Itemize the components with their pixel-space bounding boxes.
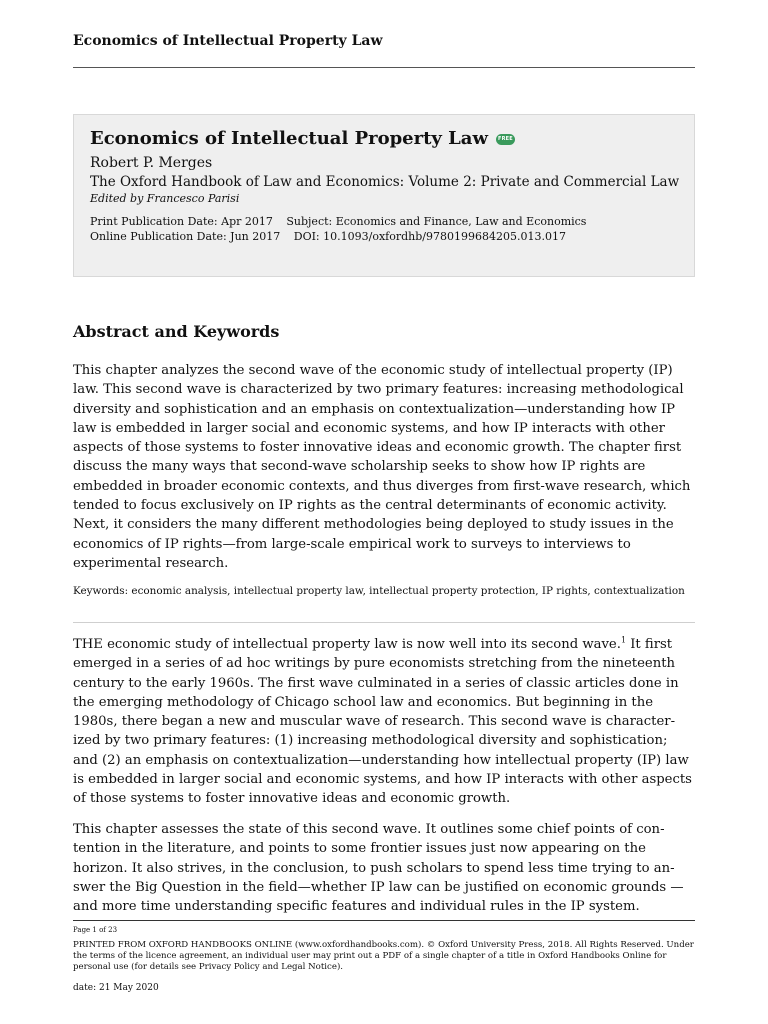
chapter-title-row: [90, 127, 678, 151]
body-paragraph-1-start: THE economic study of intellectual property law is now well into its second wave.: [73, 637, 621, 652]
abstract-heading: Abstract and Keywords: [73, 322, 280, 341]
body-paragraph-1-rest: It first emerged in a series of ad hoc writings by pure economists stretching from the nineteenth century to the early 1960s. The first wave culminated in a series of classic articles done in the emerging methodology of Chicago school law and economics. But beginning in the 1980s, there began a new and muscular wave of research. This second wave is characterized by two primary features: (1) increasing methodological diversity and sophistication; and (2) an emphasis on contextualization—understanding how intellectual property (IP) law is embedded in larger social and economic systems, and how IP interacts with other aspects of those systems to foster innovative ideas and economic growth.: [73, 637, 692, 807]
online-date-label: Online Publication Date:: [90, 230, 227, 243]
doi-label: DOI:: [293, 230, 320, 243]
print-date: Apr 2017: [221, 215, 273, 228]
subject: Economics and Finance, Law and Economics: [335, 215, 587, 228]
keywords-list: economic analysis, intellectual property law, intellectual property protection, IP rights, contextualization: [131, 585, 685, 597]
publication-metadata: [90, 214, 678, 244]
abstract-text: This chapter analyzes the second wave of the economic study of intellectual property (IP) law. This second wave is characterized by two primary features: increasing methodological diversity and sophistication and an emphasis on contextualization—understanding how IP law is embedded in larger social and economic systems, and how IP interacts with other aspects of those systems to foster innovative ideas and economic growth. The chapter first discuss the many ways that second-wave scholarship seeks to show how IP rights are embedded in broader economic contexts, and thus diverges from first-wave research, which tended to focus exclusively on IP rights as the central determinants of economic activity. Next, it considers the many different methodologies being deployed to study issues in the economics of IP rights—from large-scale empirical work to surveys to interviews to experimental research.: [73, 363, 691, 571]
doi-link[interactable]: 10.1093/oxfordhb/9780199684205.013.017: [323, 230, 566, 243]
page-number: Page 1 of 23: [73, 926, 118, 934]
print-date-label: Print Publication Date:: [90, 215, 218, 228]
chapter-info-box: [73, 114, 695, 277]
keywords-label: Keywords:: [73, 585, 129, 597]
chapter-title: Economics of Intellectual Property Law: [90, 128, 488, 149]
editor-line: Edited by Francesco Parisi: [90, 192, 240, 205]
print-metadata-row: [90, 214, 678, 229]
print-date-footer: date: 21 May 2020: [73, 983, 159, 993]
keywords-divider: [73, 622, 695, 623]
keywords-line: [73, 585, 695, 599]
body-paragraph-1: [73, 635, 695, 809]
online-metadata-row: [90, 229, 678, 244]
body-paragraph-2: This chapter assesses the state of this second wave. It outlines some chief points of contention in the literature, and points to some frontier issues just now appearing on the horizon. It also strives, in the conclusion, to push scholars to spend less time trying to answer the Big Question in the field—whether IP law can be justified on economic grounds —and more time understanding specific features and individual rules in the IP system.: [73, 822, 684, 915]
footer-divider: [73, 920, 695, 921]
book-title: The Oxford Handbook of Law and Economics: Volume 2: Private and Commercial Law: [90, 174, 680, 190]
header-divider: [73, 67, 695, 68]
copyright-notice: PRINTED FROM OXFORD HANDBOOKS ONLINE (www.oxfordhandbooks.com). © Oxford University Press, 2018. All Rights Reserved. Under the terms of the licence agreement, an individual user may print out a PDF of a single chapter of a title in Oxford Handbooks Online for personal use (for details see Privacy Policy and Legal Notice).: [73, 940, 694, 973]
author-name: Robert P. Merges: [90, 155, 213, 171]
online-date: Jun 2017: [230, 230, 281, 243]
free-badge-icon: FREE: [496, 134, 515, 145]
subject-label: Subject:: [286, 215, 333, 228]
footnote-ref-1[interactable]: 1: [620, 635, 627, 645]
running-head: Economics of Intellectual Property Law: [73, 33, 383, 49]
